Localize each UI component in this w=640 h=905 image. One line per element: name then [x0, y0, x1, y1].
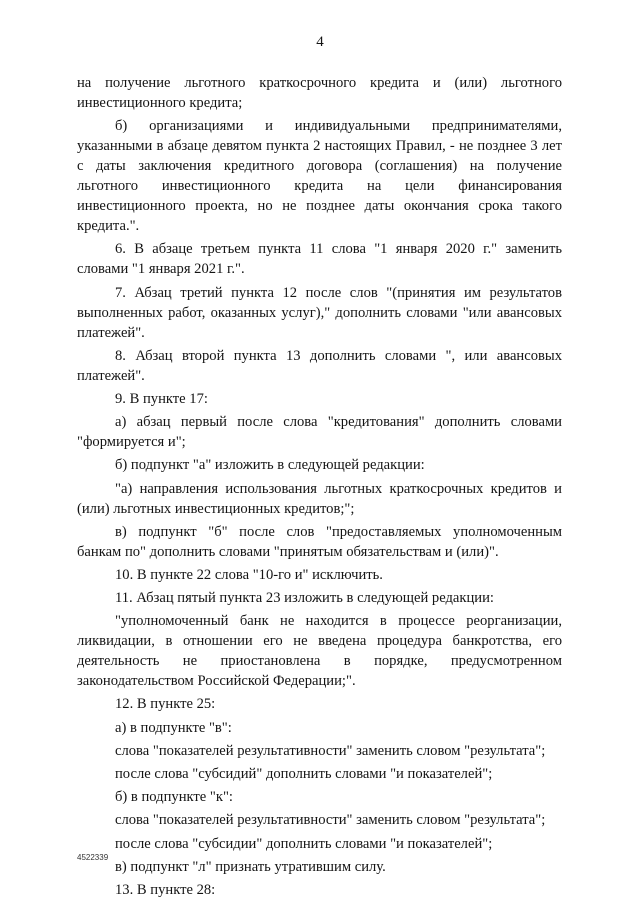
paragraph-item-9-b: б) подпункт "а" изложить в следующей редакции:: [115, 457, 425, 474]
paragraph-item-12-b-1: слова "показателей результативности" заменить словом "результата";: [115, 812, 546, 829]
paragraph-item-12-a: а) в подпункте "в":: [115, 719, 232, 736]
paragraph-item-9: 9. В пункте 17:: [115, 390, 208, 407]
paragraph-item-11-quote: "уполномоченный банк не находится в процессе реорганизации, ликвидации, в отношении его не введена процедура банкротства, его деятельность не приостановлена в порядке, предусмотренном законодательством Российской Федерации;".: [77, 613, 562, 690]
paragraph-item-6: 6. В абзаце третьем пункта 11 слова "1 января 2020 г." заменить словами "1 января 2021 г.".: [77, 241, 562, 278]
paragraph-item-7: 7. Абзац третий пункта 12 после слов "(принятия им результатов выполненных работ, оказанных услуг)," дополнить словами "или авансовых платежей".: [77, 284, 562, 341]
paragraph-b-organizations: б) организациями и индивидуальными предпринимателями, указанными в абзаце девятом пункта 2 настоящих Правил, - не позднее 3 лет с даты заключения кредитного договора (соглашения) на получение льготного инвестиционного кредита на цели финансирования инвестиционного проекта, но не позднее даты окончания срока такого кредита.".: [77, 118, 562, 235]
paragraph-item-12-a-2: после слова "субсидий" дополнить словами "и показателей";: [115, 766, 493, 782]
paragraph-item-9-v: в) подпункт "б" после слов "предоставляемых уполномоченным банкам по" дополнить словами "принятым обязательствам и (или)".: [77, 523, 562, 560]
paragraph-continuation: на получение льготного краткосрочного кредита и (или) льготного инвестиционного кредита;: [77, 75, 562, 111]
paragraph-item-12: 12. В пункте 25:: [115, 696, 216, 713]
paragraph-item-12-b: б) в подпункте "к":: [115, 789, 233, 806]
paragraph-item-12-b-2: после слова "субсидии" дополнить словами "и показателей";: [115, 835, 493, 852]
paragraph-item-12-v: в) подпункт "л" признать утратившим силу.: [115, 858, 386, 875]
paragraph-item-11: 11. Абзац пятый пункта 23 изложить в следующей редакции:: [115, 590, 494, 607]
paragraph-item-9-a: а) абзац первый после слова "кредитования" дополнить словами "формируется и";: [77, 414, 562, 451]
paragraph-item-13: 13. В пункте 28:: [115, 881, 216, 898]
paragraph-item-9-b-quote: "а) направления использования льготных краткосрочных кредитов и (или) льготных инвестиционных кредитов;";: [77, 480, 562, 517]
paragraph-item-8: 8. Абзац второй пункта 13 дополнить словами ", или авансовых платежей".: [77, 347, 562, 384]
paragraph-item-12-a-1: слова "показателей результативности" заменить словом "результата";: [115, 742, 546, 759]
paragraph-item-10: 10. В пункте 22 слова "10-го и" исключить.: [115, 566, 383, 583]
page-number: 4: [316, 34, 324, 50]
document-id: 4522339: [77, 853, 109, 862]
document-body: [77, 73, 562, 900]
